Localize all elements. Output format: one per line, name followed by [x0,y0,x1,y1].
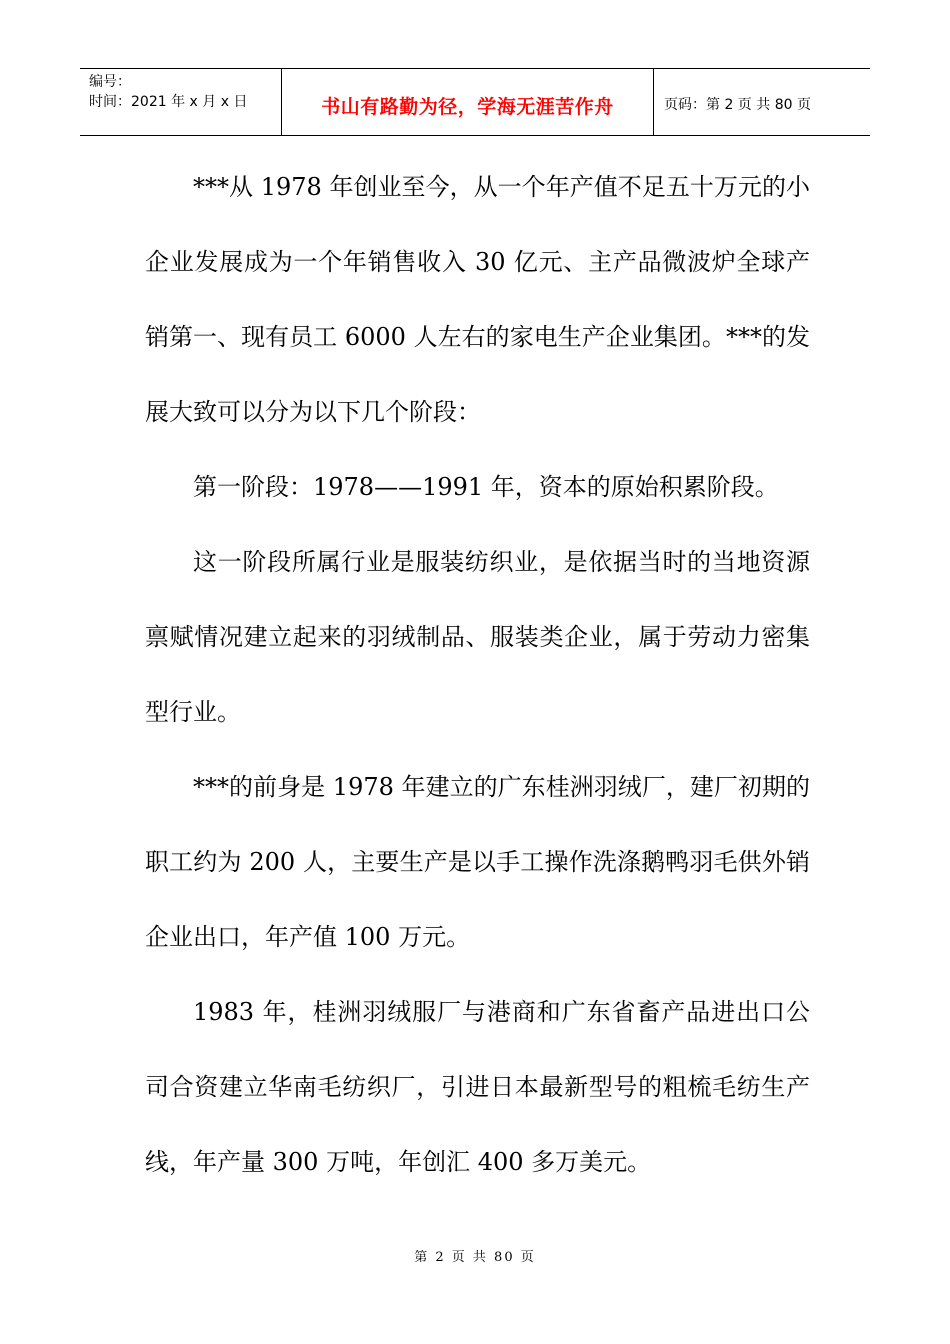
document-number-label: 编号： [89,74,131,90]
paragraph: ***的前身是 1978 年建立的广东桂洲羽绒厂，建厂初期的职工约为 200 人，主要生产是以手工操作洗涤鹅鸭羽毛供外销企业出口，年产值 100 万元。 [145,773,810,951]
document-body [145,150,810,1200]
page-footer: 第 2 页 共 80 页 [414,1250,536,1265]
header-motto-cell [282,69,654,135]
header-motto: 书山有路勤为径，学海无涯苦作舟 [321,95,614,118]
paragraph: 1983 年，桂洲羽绒服厂与港商和广东省畜产品进出口公司合资建立华南毛纺织厂，引进日本最新型号的粗梳毛纺生产线，年产量 300 万吨，年创汇 400 多万美元。 [145,998,810,1176]
document-time-label: 时间：2021 年 x 月 x 日 [89,94,248,110]
header-meta [80,69,282,135]
header-page-info: 页码：第 2 页 共 80 页 [664,97,811,113]
paragraph: 这一阶段所属行业是服装纺织业，是依据当时的当地资源禀赋情况建立起来的羽绒制品、服装类企业，属于劳动力密集型行业。 [145,548,810,726]
paragraph: ***从 1978 年创业至今，从一个年产值不足五十万元的小企业发展成为一个年销售收入 30 亿元、主产品微波炉全球产销第一、现有员工 6000 人左右的家电生产企业集团。***的发展大致可以分为以下几个阶段： [145,173,810,426]
document-header [80,68,870,136]
paragraph: 第一阶段：1978——1991 年，资本的原始积累阶段。 [193,473,779,501]
